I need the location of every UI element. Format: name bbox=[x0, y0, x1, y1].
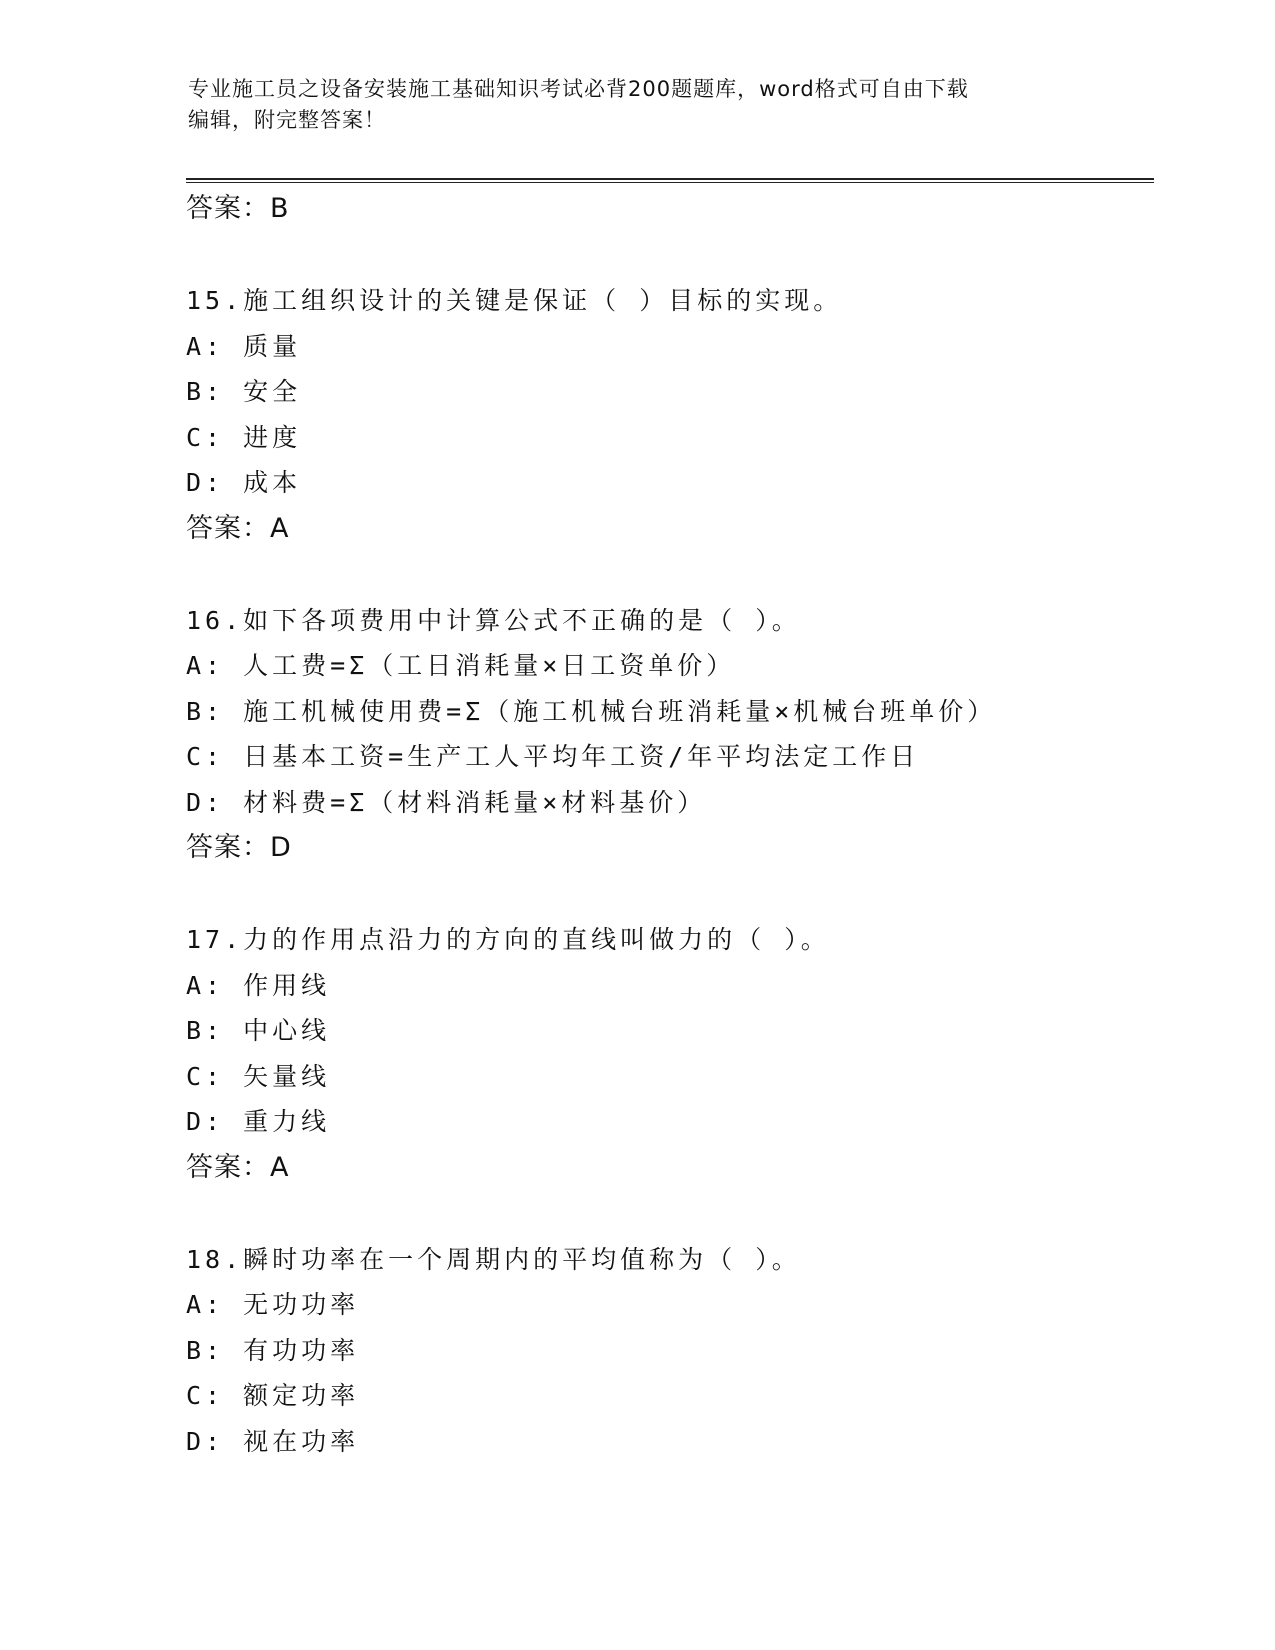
header-line-2: 编辑，附完整答案！ bbox=[188, 108, 386, 132]
option-d: D: 材料费=Σ（材料消耗量×材料基价） bbox=[186, 787, 707, 817]
question-stem: 18.瞬时功率在一个周期内的平均值称为（ ）。 bbox=[186, 1244, 801, 1274]
header-divider bbox=[186, 178, 1154, 183]
option-c: C: 日基本工资=生产工人平均年工资/年平均法定工作日 bbox=[186, 742, 920, 771]
option-b: B: 中心线 bbox=[186, 1016, 331, 1045]
option-d: D: 成本 bbox=[186, 468, 302, 497]
answer-15: 答案：A bbox=[186, 512, 290, 544]
question-stem: 16.如下各项费用中计算公式不正确的是（ ）。 bbox=[186, 605, 801, 635]
option-c: C: 进度 bbox=[186, 422, 302, 452]
question-stem: 17.力的作用点沿力的方向的直线叫做力的（ ）。 bbox=[186, 925, 830, 954]
option-c: C: 矢量线 bbox=[186, 1061, 331, 1091]
option-d: D: 重力线 bbox=[186, 1107, 331, 1136]
question-16 bbox=[186, 598, 1166, 872]
answer-17: 答案：A bbox=[186, 1151, 290, 1183]
option-a: A: 人工费=Σ（工日消耗量×日工资单价） bbox=[186, 651, 736, 680]
option-a: A: 无功功率 bbox=[186, 1290, 360, 1319]
option-b: B: 施工机械使用费=Σ（施工机械台班消耗量×机械台班单价） bbox=[186, 696, 997, 726]
option-b: B: 安全 bbox=[186, 377, 302, 406]
question-stem: 15.施工组织设计的关键是保证（ ）目标的实现。 bbox=[186, 286, 843, 315]
header-line-1: 专业施工员之设备安装施工基础知识考试必背200题题库，word格式可自由下载 bbox=[188, 77, 969, 101]
answer-16: 答案：D bbox=[186, 832, 292, 863]
document-header bbox=[188, 74, 1088, 136]
option-a: A: 作用线 bbox=[186, 970, 331, 1000]
question-15 bbox=[186, 278, 1166, 552]
option-b: B: 有功功率 bbox=[186, 1335, 360, 1365]
option-d: D: 视在功率 bbox=[186, 1426, 360, 1456]
question-18 bbox=[186, 1237, 1166, 1465]
question-17 bbox=[186, 917, 1166, 1191]
answer-14: 答案：B bbox=[186, 193, 290, 224]
option-a: A: 质量 bbox=[186, 331, 302, 361]
question-list bbox=[186, 186, 1166, 1464]
option-c: C: 额定功率 bbox=[186, 1381, 360, 1410]
